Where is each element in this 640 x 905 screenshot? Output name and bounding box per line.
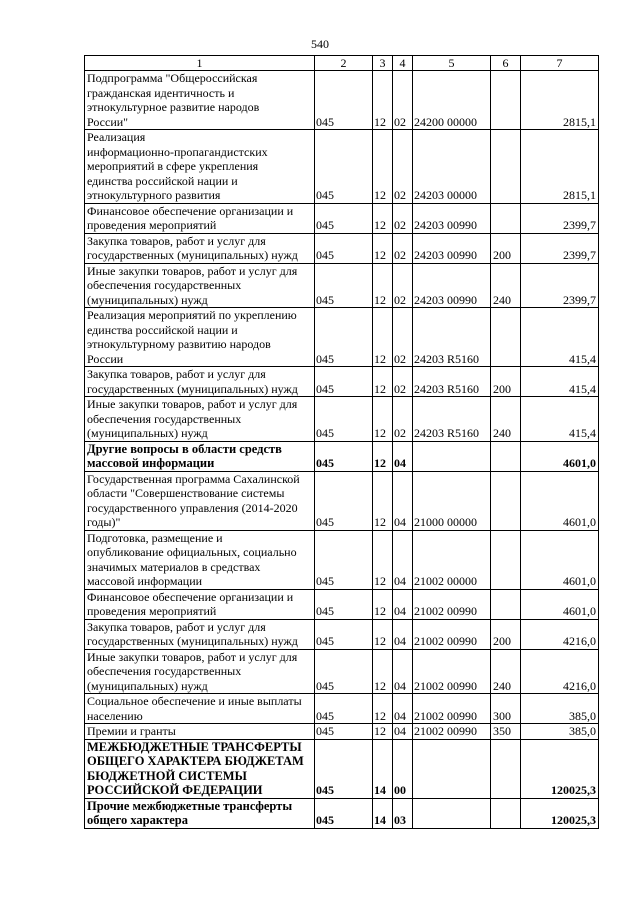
section-code-cell: 12 [373, 471, 393, 530]
expense-type-cell [491, 589, 521, 619]
section-code-cell: 12 [373, 649, 393, 694]
department-code-cell: 045 [315, 71, 373, 130]
subsection-code-cell: 04 [393, 694, 413, 724]
page-number: 540 [311, 37, 329, 51]
expense-type-cell: 240 [491, 649, 521, 694]
amount-cell: 2815,1 [521, 130, 599, 204]
amount-cell: 385,0 [521, 694, 599, 724]
subsection-code-cell: 04 [393, 471, 413, 530]
header-cell: 5 [413, 56, 491, 71]
expense-type-cell [491, 203, 521, 233]
amount-cell: 4601,0 [521, 471, 599, 530]
subsection-code-cell: 02 [393, 203, 413, 233]
section-code-cell: 12 [373, 619, 393, 649]
target-article-cell: 21002 00990 [413, 589, 491, 619]
header-cell: 6 [491, 56, 521, 71]
amount-cell: 4216,0 [521, 649, 599, 694]
table-row [85, 130, 599, 204]
item-name-cell: Государственная программа Сахалинской области "Совершенствование системы государственного управления (2014-2020 годы)" [85, 471, 315, 530]
amount-cell: 4601,0 [521, 530, 599, 589]
target-article-cell: 24203 R5160 [413, 397, 491, 442]
amount-cell: 2815,1 [521, 71, 599, 130]
amount-cell: 2399,7 [521, 203, 599, 233]
target-article-cell: 21002 00990 [413, 619, 491, 649]
subsection-code-cell: 04 [393, 619, 413, 649]
item-name-cell: Закупка товаров, работ и услуг для государственных (муниципальных) нужд [85, 233, 315, 263]
item-name-cell: Финансовое обеспечение организации и проведения мероприятий [85, 589, 315, 619]
target-article-cell: 24203 R5160 [413, 308, 491, 367]
subsection-code-cell: 03 [393, 798, 413, 828]
table-row [85, 530, 599, 589]
expense-type-cell [491, 471, 521, 530]
item-name-cell: Иные закупки товаров, работ и услуг для обеспечения государственных (муниципальных) нужд [85, 649, 315, 694]
department-code-cell: 045 [315, 471, 373, 530]
table-row [85, 619, 599, 649]
target-article-cell: 21002 00990 [413, 724, 491, 740]
table-row [85, 739, 599, 798]
department-code-cell: 045 [315, 367, 373, 397]
target-article-cell [413, 739, 491, 798]
item-name-cell: Подпрограмма "Общероссийская гражданская идентичность и этнокультурное развитие народов России" [85, 71, 315, 130]
expense-type-cell [491, 798, 521, 828]
table-row [85, 367, 599, 397]
amount-cell: 4601,0 [521, 589, 599, 619]
section-code-cell: 14 [373, 798, 393, 828]
department-code-cell: 045 [315, 233, 373, 263]
header-cell: 7 [521, 56, 599, 71]
section-code-cell: 12 [373, 694, 393, 724]
table-row [85, 71, 599, 130]
subsection-code-cell: 02 [393, 397, 413, 442]
subsection-code-cell: 02 [393, 71, 413, 130]
item-name-cell: Иные закупки товаров, работ и услуг для обеспечения государственных (муниципальных) нужд [85, 397, 315, 442]
header-cell: 1 [85, 56, 315, 71]
budget-table [84, 55, 599, 829]
table-row [85, 441, 599, 471]
target-article-cell: 21002 00000 [413, 530, 491, 589]
item-name-cell: Подготовка, размещение и опубликование официальных, социально значимых материалов в средствах массовой информации [85, 530, 315, 589]
section-code-cell: 12 [373, 397, 393, 442]
expense-type-cell [491, 739, 521, 798]
department-code-cell: 045 [315, 739, 373, 798]
item-name-cell: Финансовое обеспечение организации и проведения мероприятий [85, 203, 315, 233]
section-code-cell: 12 [373, 263, 393, 308]
subsection-code-cell: 04 [393, 441, 413, 471]
table-row [85, 397, 599, 442]
table-row [85, 724, 599, 740]
item-name-cell: Социальное обеспечение и иные выплаты населению [85, 694, 315, 724]
target-article-cell: 24200 00000 [413, 71, 491, 130]
department-code-cell: 045 [315, 530, 373, 589]
table-row [85, 649, 599, 694]
subsection-code-cell: 02 [393, 263, 413, 308]
expense-type-cell: 200 [491, 367, 521, 397]
table-row [85, 203, 599, 233]
expense-type-cell [491, 71, 521, 130]
department-code-cell: 045 [315, 397, 373, 442]
item-name-cell: Реализация мероприятий по укреплению единства российской нации и этнокультурному развитию народов России [85, 308, 315, 367]
expense-type-cell [491, 308, 521, 367]
table-row [85, 263, 599, 308]
amount-cell: 2399,7 [521, 233, 599, 263]
section-code-cell: 14 [373, 739, 393, 798]
item-name-cell: Премии и гранты [85, 724, 315, 740]
item-name-cell: МЕЖБЮДЖЕТНЫЕ ТРАНСФЕРТЫ ОБЩЕГО ХАРАКТЕРА БЮДЖЕТАМ БЮДЖЕТНОЙ СИСТЕМЫ РОССИЙСКОЙ ФЕДЕРАЦИИ [85, 739, 315, 798]
table-header-row [85, 56, 599, 71]
expense-type-cell [491, 130, 521, 204]
expense-type-cell: 350 [491, 724, 521, 740]
amount-cell: 4601,0 [521, 441, 599, 471]
section-code-cell: 12 [373, 233, 393, 263]
amount-cell: 4216,0 [521, 619, 599, 649]
amount-cell: 120025,3 [521, 798, 599, 828]
department-code-cell: 045 [315, 589, 373, 619]
subsection-code-cell: 04 [393, 530, 413, 589]
department-code-cell: 045 [315, 263, 373, 308]
target-article-cell: 24203 00000 [413, 130, 491, 204]
department-code-cell: 045 [315, 441, 373, 471]
subsection-code-cell: 02 [393, 233, 413, 263]
expense-type-cell [491, 530, 521, 589]
header-cell: 4 [393, 56, 413, 71]
item-name-cell: Закупка товаров, работ и услуг для государственных (муниципальных) нужд [85, 367, 315, 397]
department-code-cell: 045 [315, 694, 373, 724]
target-article-cell [413, 798, 491, 828]
item-name-cell: Закупка товаров, работ и услуг для государственных (муниципальных) нужд [85, 619, 315, 649]
department-code-cell: 045 [315, 203, 373, 233]
section-code-cell: 12 [373, 589, 393, 619]
section-code-cell: 12 [373, 71, 393, 130]
item-name-cell: Иные закупки товаров, работ и услуг для обеспечения государственных (муниципальных) нужд [85, 263, 315, 308]
table-row [85, 694, 599, 724]
header-cell: 2 [315, 56, 373, 71]
subsection-code-cell: 02 [393, 367, 413, 397]
section-code-cell: 12 [373, 441, 393, 471]
department-code-cell: 045 [315, 130, 373, 204]
target-article-cell: 21002 00990 [413, 694, 491, 724]
item-name-cell: Другие вопросы в области средств массовой информации [85, 441, 315, 471]
section-code-cell: 12 [373, 724, 393, 740]
target-article-cell: 21000 00000 [413, 471, 491, 530]
item-name-cell: Прочие межбюджетные трансферты общего характера [85, 798, 315, 828]
expense-type-cell: 240 [491, 263, 521, 308]
amount-cell: 415,4 [521, 308, 599, 367]
target-article-cell [413, 441, 491, 471]
department-code-cell: 045 [315, 619, 373, 649]
target-article-cell: 24203 00990 [413, 233, 491, 263]
expense-type-cell: 240 [491, 397, 521, 442]
table-row [85, 589, 599, 619]
table-row [85, 233, 599, 263]
subsection-code-cell: 04 [393, 649, 413, 694]
table-row [85, 308, 599, 367]
target-article-cell: 24203 00990 [413, 203, 491, 233]
subsection-code-cell: 02 [393, 308, 413, 367]
department-code-cell: 045 [315, 798, 373, 828]
target-article-cell: 24203 00990 [413, 263, 491, 308]
department-code-cell: 045 [315, 308, 373, 367]
department-code-cell: 045 [315, 649, 373, 694]
item-name-cell: Реализация информационно-пропагандистских мероприятий в сфере укрепления единства российской нации и этнокультурного развития [85, 130, 315, 204]
subsection-code-cell: 04 [393, 589, 413, 619]
expense-type-cell [491, 441, 521, 471]
amount-cell: 415,4 [521, 367, 599, 397]
section-code-cell: 12 [373, 308, 393, 367]
target-article-cell: 24203 R5160 [413, 367, 491, 397]
amount-cell: 2399,7 [521, 263, 599, 308]
department-code-cell: 045 [315, 724, 373, 740]
table-row [85, 798, 599, 828]
subsection-code-cell: 04 [393, 724, 413, 740]
target-article-cell: 21002 00990 [413, 649, 491, 694]
amount-cell: 415,4 [521, 397, 599, 442]
section-code-cell: 12 [373, 203, 393, 233]
expense-type-cell: 300 [491, 694, 521, 724]
expense-type-cell: 200 [491, 233, 521, 263]
header-cell: 3 [373, 56, 393, 71]
table-row [85, 471, 599, 530]
section-code-cell: 12 [373, 130, 393, 204]
expense-type-cell: 200 [491, 619, 521, 649]
section-code-cell: 12 [373, 530, 393, 589]
section-code-cell: 12 [373, 367, 393, 397]
amount-cell: 385,0 [521, 724, 599, 740]
amount-cell: 120025,3 [521, 739, 599, 798]
subsection-code-cell: 00 [393, 739, 413, 798]
subsection-code-cell: 02 [393, 130, 413, 204]
